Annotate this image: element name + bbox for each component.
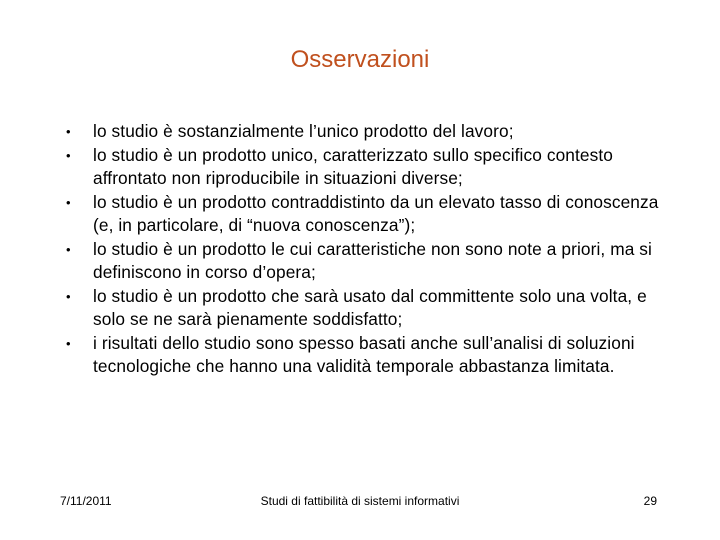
bullet-list — [60, 120, 680, 379]
bullet-icon: • — [66, 241, 71, 257]
list-item — [60, 332, 680, 379]
footer-title — [0, 493, 720, 509]
bullet-icon: • — [66, 335, 71, 351]
slide-title: Osservazioni — [290, 46, 430, 73]
bullet-icon: • — [66, 147, 71, 163]
list-item — [60, 191, 680, 238]
footer-date: 7/11/2011 — [60, 494, 112, 508]
bullet-text: lo studio è un prodotto le cui caratteristiche non sono note a priori, ma si definiscono in corso d’opera; — [93, 238, 652, 282]
bullet-text: lo studio è sostanzialmente l’unico prodotto del lavoro; — [93, 121, 514, 141]
footer-title-text: Studi di fattibilità di sistemi informativi — [260, 494, 460, 508]
bullet-text: lo studio è un prodotto contraddistinto da un elevato tasso di conoscenza (e, in particolare, di “nuova conoscenza”); — [93, 191, 659, 235]
list-item — [60, 285, 680, 332]
list-item — [60, 144, 680, 191]
bullet-text: lo studio è un prodotto che sarà usato dal committente solo una volta, e solo se ne sarà pienamente soddisfatto; — [93, 285, 647, 329]
bullet-icon: • — [66, 288, 71, 304]
bullet-text: lo studio è un prodotto unico, caratterizzato sullo specifico contesto affrontato non riproducibile in situazioni diverse; — [93, 144, 613, 188]
list-item — [60, 238, 680, 285]
bullet-icon: • — [66, 124, 71, 139]
bullet-icon: • — [66, 194, 71, 210]
list-item — [60, 120, 680, 144]
page-number: 29 — [643, 494, 657, 508]
bullet-text: i risultati dello studio sono spesso basati anche sull’analisi di soluzioni tecnologiche che hanno una validità temporale abbastanza limitata. — [93, 332, 635, 376]
